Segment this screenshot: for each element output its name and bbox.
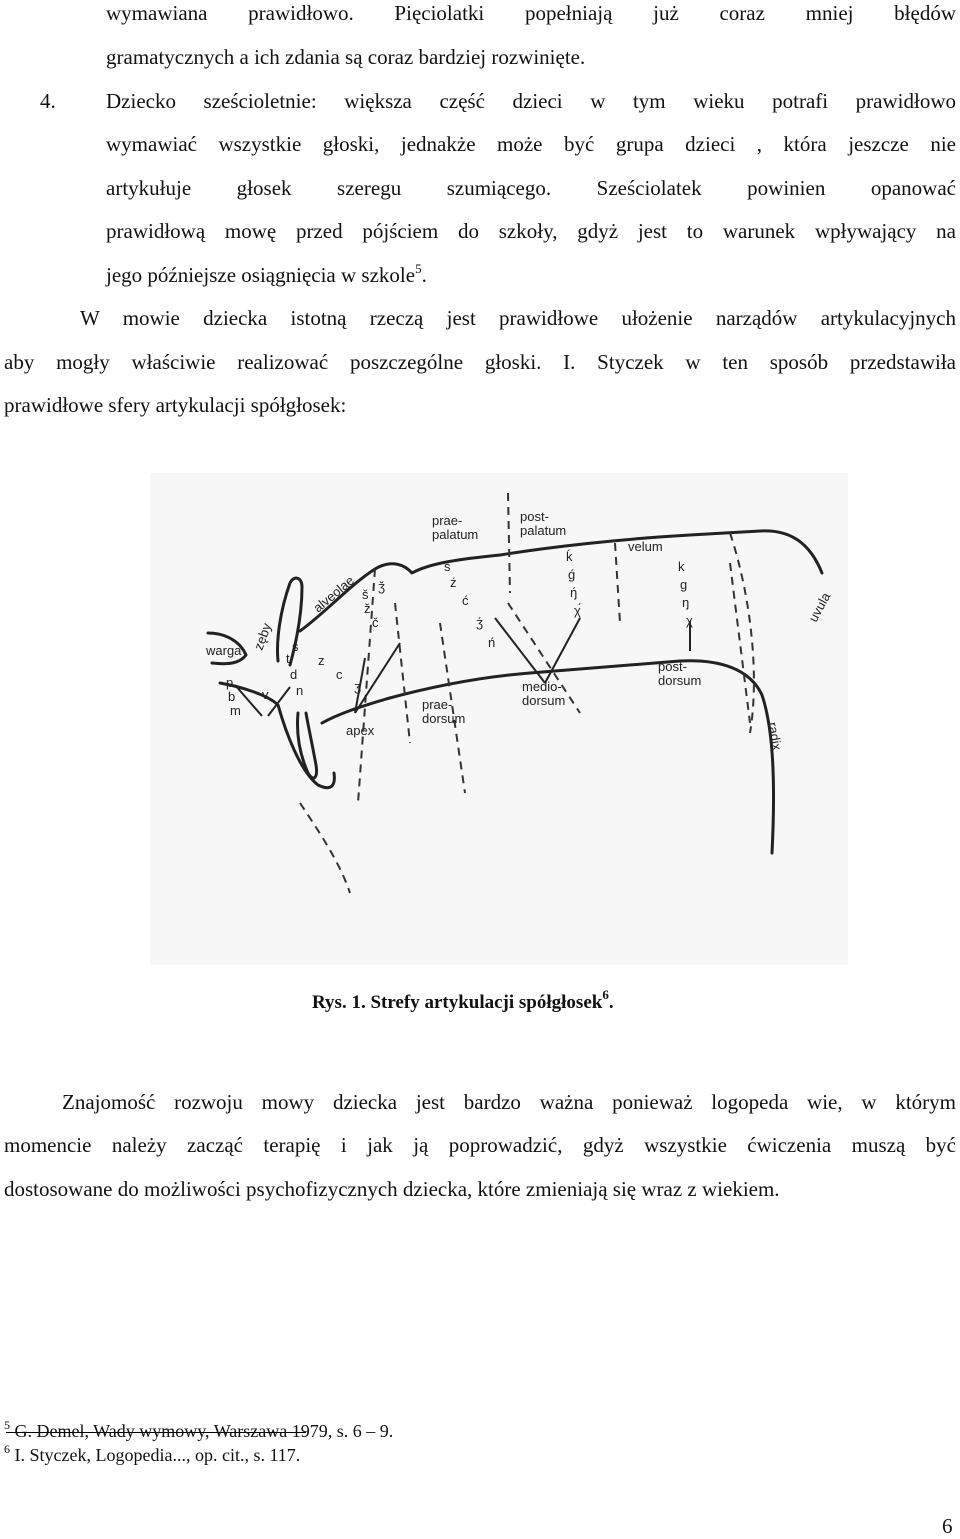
- sound-sz: š: [362, 587, 369, 602]
- sound-d: d: [290, 667, 298, 682]
- label-mediodorsum-1: medio-: [522, 679, 562, 694]
- label-postpalatum-2: palatum: [520, 523, 567, 538]
- sound-c: c: [336, 667, 343, 682]
- para2-line3: dostosowane do możliwości psychofizycznych dziecka, które zmieniają się wraz z wiekiem.: [4, 1177, 780, 1201]
- item4-line2: wymawiać wszystkie głoski, jednakże może być grupa dzieci , która jeszcze nie: [106, 132, 956, 156]
- item4-number: 4.: [40, 89, 56, 113]
- sound-k: k: [678, 559, 685, 574]
- sound-zh: ž: [364, 601, 371, 616]
- footnote-5: [4, 1420, 393, 1442]
- para2-line1: Znajomość rozwoju mowy dziecka jest bardzo ważna ponieważ logopeda wie, w którym: [62, 1090, 956, 1114]
- zone-line-8: [730, 533, 754, 733]
- label-postdorsum-2: dorsum: [658, 673, 702, 688]
- caption-end: .: [608, 992, 614, 1013]
- sound-ng: ŋ: [682, 595, 690, 610]
- arrow-medio-2: [545, 618, 580, 683]
- zone-line-6: [615, 543, 620, 623]
- sound-dzi: ʒ́: [476, 615, 484, 630]
- label-mediodorsum-2: dorsum: [522, 693, 566, 708]
- lower-teeth: [297, 713, 316, 778]
- figure-caption: [312, 987, 614, 1014]
- para2-line2: momencie należy zacząć terapię i jak ją poprowadzić, gdyż wszystkie ćwiczenia muszą być: [4, 1133, 956, 1157]
- sound-zi: ź: [450, 575, 457, 590]
- sound-dz: ʒ: [354, 679, 362, 694]
- item4-line5-text: jego późniejsze osiągnięcia w szkole: [106, 263, 416, 287]
- sound-ci: ć: [462, 593, 469, 608]
- sound-s: s: [292, 639, 299, 654]
- label-warga: warga: [206, 643, 242, 658]
- sound-dzh: ǯ: [378, 579, 386, 594]
- sound-si: ś: [444, 559, 451, 574]
- sound-p: p: [226, 675, 234, 690]
- sound-hi: χ́: [574, 603, 581, 618]
- sound-g: g: [680, 577, 688, 592]
- label-zeby: zęby: [250, 621, 275, 653]
- item4-line4: prawidłową mowę przed pójściem do szkoły, gdyż jest to warunek wpływający na: [106, 219, 956, 243]
- sound-t: t: [286, 651, 290, 666]
- label-postpalatum-1: post-: [520, 509, 549, 524]
- sound-v: v: [262, 687, 269, 702]
- sound-cz: č: [372, 615, 379, 630]
- articulation-zones-figure: [150, 473, 848, 965]
- page-number: 6: [942, 1514, 953, 1538]
- sound-h: χ: [686, 613, 693, 628]
- sound-n: n: [296, 683, 304, 698]
- footnote-6: [4, 1444, 300, 1466]
- item4-line3: artykułuje głosek szeregu szumiącego. Sześciolatek powinien opanować: [106, 176, 956, 200]
- zone-line-9: [300, 803, 350, 893]
- footnote-6-text: I. Styczek, Logopedia..., op. cit., s. 117.: [14, 1445, 301, 1465]
- label-velum: velum: [628, 539, 663, 554]
- label-alveolae: alveolae: [310, 572, 358, 616]
- item4-line1: Dziecko sześcioletnie: większa część dzieci w tym wieku potrafi prawidłowo: [106, 89, 956, 113]
- label-praepalatum-1: prae-: [432, 513, 463, 528]
- sound-b: b: [228, 689, 236, 704]
- footnote-5-num: 5: [4, 1418, 10, 1432]
- label-radix: radix: [765, 720, 785, 752]
- label-praedorsum-1: prae-: [422, 697, 453, 712]
- articulation-diagram: [150, 473, 848, 965]
- sound-ni: ń: [488, 635, 496, 650]
- para1-line1: W mowie dziecka istotną rzeczą jest prawidłowe ułożenie narządów artykulacyjnych: [80, 306, 956, 330]
- caption-text: Rys. 1. Strefy artykulacji spółgłosek: [312, 992, 603, 1013]
- footnote-6-num: 6: [4, 1442, 10, 1456]
- label-apex: apex: [346, 723, 375, 738]
- footnote-ref-5[interactable]: 5: [415, 261, 422, 276]
- zone-line-2: [395, 603, 410, 743]
- item4-line5: [106, 262, 427, 288]
- sound-gi: ǵ: [568, 567, 576, 582]
- label-praedorsum-2: dorsum: [422, 711, 466, 726]
- label-postdorsum-1: post-: [658, 659, 687, 674]
- label-praepalatum-2: palatum: [432, 527, 479, 542]
- zone-line-7: [730, 563, 750, 723]
- footnote-ref-6[interactable]: 6: [602, 987, 609, 1002]
- para1-line3: prawidłowe sfery artykulacji spółgłosek:: [4, 393, 347, 417]
- zone-line-4: [508, 493, 510, 593]
- item3-line2: gramatycznych a ich zdania są coraz bardziej rozwinięte.: [106, 45, 586, 69]
- sound-ki: ḱ: [566, 549, 573, 564]
- sound-m: m: [230, 703, 241, 718]
- sound-ngi: ŋ́: [570, 585, 578, 600]
- item3-line1: wymawiana prawidłowo. Pięciolatki popełniają już coraz mniej błędów: [106, 1, 956, 25]
- footnote-5-text: G. Demel, Wady wymowy, Warszawa 1979, s. 6 – 9.: [14, 1421, 394, 1441]
- label-uvula: uvula: [805, 589, 834, 625]
- sound-z: z: [318, 653, 325, 668]
- para1-line2: aby mogły właściwie realizować poszczególne głoski. I. Styczek w ten sposób przedstawiła: [4, 350, 956, 374]
- item4-line5-end: .: [421, 263, 427, 287]
